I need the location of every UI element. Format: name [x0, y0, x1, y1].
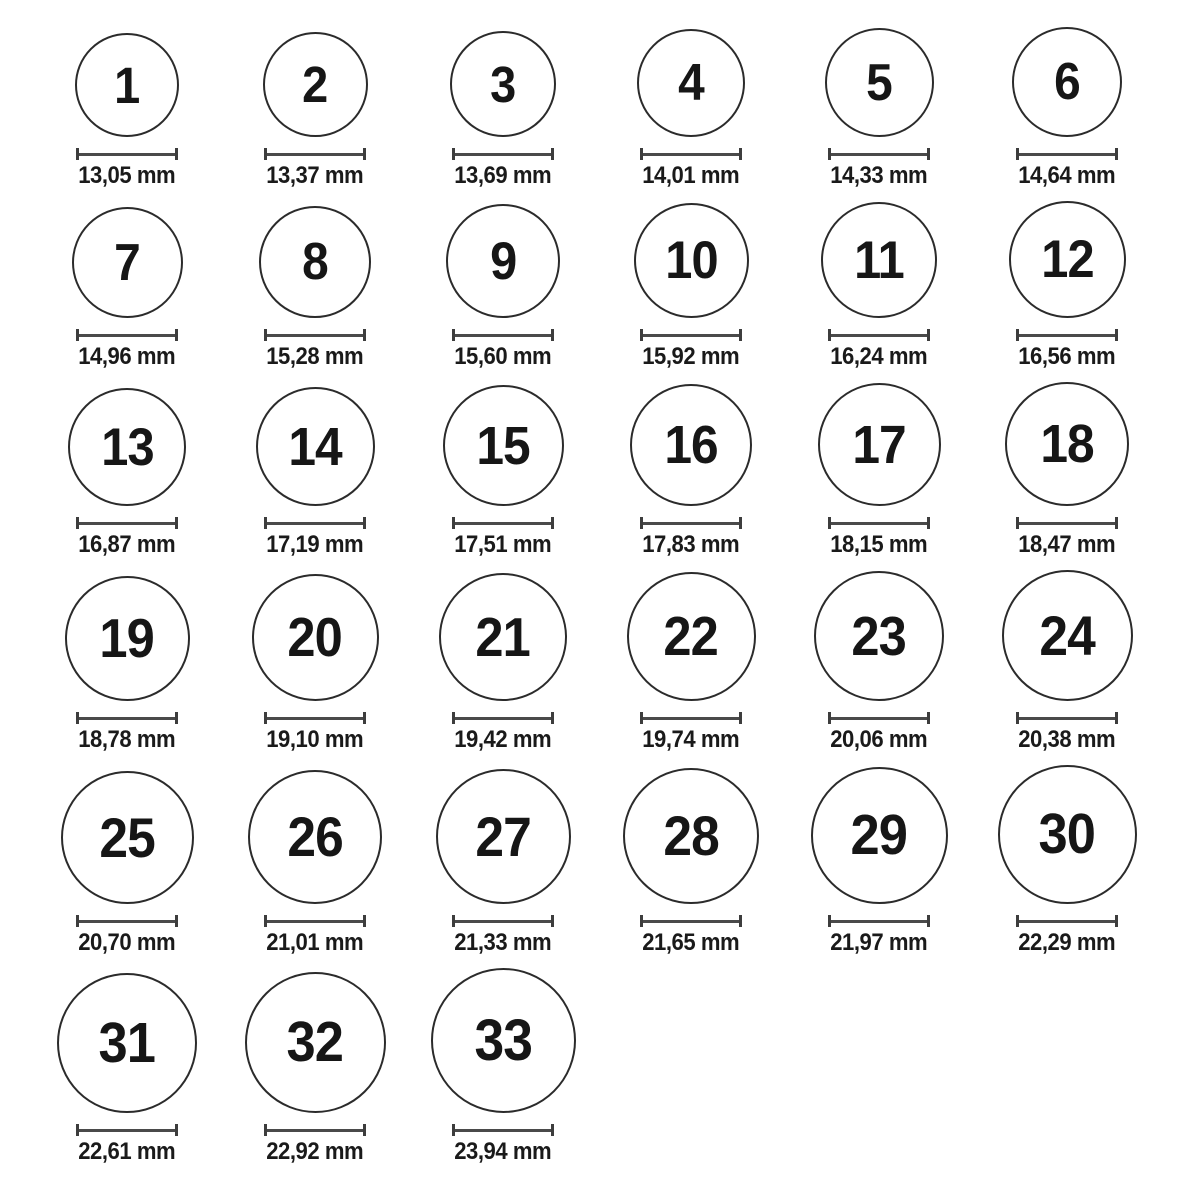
diameter-measure-line: [452, 712, 554, 724]
size-circle: [821, 202, 937, 318]
ring-size-cell: [409, 204, 597, 369]
size-number: 5: [866, 53, 892, 112]
ring-size-cell: [409, 769, 597, 955]
size-number: 7: [114, 233, 140, 292]
size-circle: [256, 387, 375, 506]
size-circle: [1005, 382, 1129, 506]
diameter-label: 15,60 mm: [454, 343, 552, 370]
diameter-measure-line: [452, 148, 554, 160]
ring-size-cell: [33, 576, 221, 752]
diameter-measure-line: [1016, 915, 1118, 927]
diameter-measure-line: [828, 148, 930, 160]
size-circle: [259, 206, 371, 318]
diameter-label: 18,78 mm: [78, 726, 176, 753]
size-number: 6: [1054, 53, 1080, 111]
ring-size-cell: [33, 207, 221, 369]
diameter-label: 15,28 mm: [266, 343, 364, 370]
ring-size-cell: [221, 972, 409, 1164]
size-circle: [57, 973, 197, 1113]
ring-size-cell: [33, 973, 221, 1164]
size-circle: [630, 384, 752, 506]
ring-size-cell: [597, 572, 785, 752]
ring-size-cell: [409, 31, 597, 188]
diameter-label: 16,24 mm: [830, 343, 928, 370]
size-number: 2: [302, 56, 328, 113]
size-row: [33, 968, 1200, 1164]
diameter-measure-line: [640, 712, 742, 724]
ring-size-cell: [33, 388, 221, 557]
diameter-label: 21,33 mm: [454, 929, 552, 956]
size-circle: [814, 571, 944, 701]
diameter-measure-line: [452, 329, 554, 341]
diameter-label: 22,29 mm: [1018, 929, 1116, 956]
size-circle: [252, 574, 379, 701]
diameter-label: 21,65 mm: [642, 929, 740, 956]
ring-size-cell: [221, 770, 409, 955]
size-circle: [248, 770, 382, 904]
diameter-measure-line: [264, 712, 366, 724]
diameter-measure-line: [264, 915, 366, 927]
size-number: 3: [490, 55, 516, 113]
size-circle: [446, 204, 560, 318]
ring-size-cell: [785, 571, 973, 752]
size-circle: [634, 203, 749, 318]
ring-size-cell: [33, 771, 221, 955]
size-row: [33, 382, 1200, 557]
diameter-label: 19,74 mm: [642, 726, 740, 753]
diameter-label: 14,33 mm: [830, 162, 928, 189]
size-circle: [75, 33, 179, 137]
ring-size-cell: [973, 27, 1161, 188]
diameter-measure-line: [76, 517, 178, 529]
diameter-label: 16,56 mm: [1018, 343, 1116, 370]
ring-size-cell: [221, 387, 409, 557]
size-circle: [811, 767, 948, 904]
size-number: 33: [474, 1007, 532, 1073]
diameter-label: 17,19 mm: [266, 531, 364, 558]
size-row: [33, 570, 1200, 752]
size-row: [33, 201, 1200, 369]
diameter-measure-line: [76, 915, 178, 927]
ring-size-cell: [221, 206, 409, 369]
size-number: 14: [288, 416, 342, 477]
diameter-measure-line: [452, 915, 554, 927]
size-number: 23: [851, 604, 907, 667]
size-number: 8: [302, 233, 328, 291]
size-circle: [431, 968, 576, 1113]
ring-size-cell: [785, 202, 973, 369]
diameter-measure-line: [828, 712, 930, 724]
size-circle: [439, 573, 567, 701]
ring-size-cell: [409, 385, 597, 557]
ring-size-cell: [597, 768, 785, 955]
size-circle: [998, 765, 1137, 904]
size-number: 4: [678, 54, 704, 112]
diameter-measure-line: [76, 712, 178, 724]
size-number: 28: [663, 804, 719, 867]
size-number: 1: [114, 56, 140, 114]
ring-size-cell: [597, 29, 785, 188]
size-number: 32: [286, 1010, 344, 1074]
size-circle: [443, 385, 564, 506]
diameter-label: 13,37 mm: [266, 162, 364, 189]
ring-size-cell: [785, 28, 973, 188]
diameter-label: 20,38 mm: [1018, 726, 1116, 753]
size-circle: [65, 576, 190, 701]
diameter-label: 21,97 mm: [830, 929, 928, 956]
ring-size-cell: [221, 32, 409, 188]
diameter-label: 14,96 mm: [78, 343, 176, 370]
diameter-measure-line: [828, 329, 930, 341]
size-circle: [623, 768, 759, 904]
size-circle: [627, 572, 756, 701]
diameter-measure-line: [452, 517, 554, 529]
diameter-measure-line: [1016, 329, 1118, 341]
diameter-label: 15,92 mm: [642, 343, 740, 370]
size-number: 27: [475, 804, 531, 868]
size-circle: [263, 32, 368, 137]
size-number: 16: [664, 415, 718, 475]
diameter-label: 13,69 mm: [454, 162, 552, 189]
diameter-label: 20,06 mm: [830, 726, 928, 753]
size-number: 20: [287, 606, 343, 668]
diameter-measure-line: [640, 517, 742, 529]
size-circle: [450, 31, 556, 137]
diameter-measure-line: [264, 148, 366, 160]
ring-size-cell: [973, 570, 1161, 752]
size-circle: [825, 28, 934, 137]
size-number: 18: [1040, 414, 1094, 474]
diameter-label: 14,64 mm: [1018, 162, 1116, 189]
diameter-label: 16,87 mm: [78, 531, 176, 558]
ring-size-cell: [409, 573, 597, 752]
ring-size-cell: [785, 383, 973, 557]
diameter-label: 18,47 mm: [1018, 531, 1116, 558]
diameter-label: 17,51 mm: [454, 531, 552, 558]
size-circle: [61, 771, 194, 904]
diameter-measure-line: [828, 517, 930, 529]
diameter-label: 21,01 mm: [266, 929, 364, 956]
diameter-label: 19,10 mm: [266, 726, 364, 753]
diameter-measure-line: [640, 329, 742, 341]
size-circle: [72, 207, 183, 318]
size-row: [33, 765, 1200, 955]
size-number: 29: [850, 803, 908, 867]
size-number: 30: [1038, 802, 1096, 866]
size-number: 26: [287, 805, 343, 868]
diameter-measure-line: [1016, 712, 1118, 724]
diameter-measure-line: [640, 148, 742, 160]
ring-size-cell: [221, 574, 409, 752]
diameter-measure-line: [264, 1124, 366, 1136]
ring-size-cell: [597, 384, 785, 557]
size-number: 12: [1040, 230, 1094, 289]
size-number: 10: [664, 231, 718, 290]
size-number: 17: [852, 414, 906, 475]
size-number: 15: [476, 415, 530, 476]
size-number: 9: [489, 231, 517, 291]
ring-size-cell: [33, 33, 221, 188]
diameter-measure-line: [264, 517, 366, 529]
ring-size-cell: [973, 765, 1161, 955]
diameter-measure-line: [76, 329, 178, 341]
size-circle: [68, 388, 186, 506]
diameter-measure-line: [264, 329, 366, 341]
size-number: 24: [1039, 603, 1095, 667]
size-number: 25: [99, 805, 155, 869]
diameter-measure-line: [76, 1124, 178, 1136]
size-circle: [1002, 570, 1133, 701]
ring-size-cell: [409, 968, 597, 1164]
size-row: [33, 27, 1200, 188]
diameter-label: 18,15 mm: [830, 531, 928, 558]
diameter-label: 19,42 mm: [454, 726, 552, 753]
size-number: 19: [99, 607, 155, 669]
ring-size-cell: [785, 767, 973, 955]
diameter-measure-line: [828, 915, 930, 927]
diameter-label: 13,05 mm: [78, 162, 176, 189]
size-circle: [436, 769, 571, 904]
ring-size-cell: [973, 382, 1161, 557]
diameter-label: 23,94 mm: [454, 1138, 552, 1165]
diameter-label: 22,61 mm: [78, 1138, 176, 1165]
diameter-measure-line: [76, 148, 178, 160]
size-circle: [1012, 27, 1122, 137]
size-number: 31: [98, 1010, 156, 1075]
diameter-measure-line: [452, 1124, 554, 1136]
ring-size-cell: [973, 201, 1161, 369]
diameter-measure-line: [1016, 517, 1118, 529]
diameter-measure-line: [1016, 148, 1118, 160]
ring-size-cell: [597, 203, 785, 369]
size-circle: [1009, 201, 1126, 318]
size-number: 22: [663, 605, 719, 667]
diameter-label: 20,70 mm: [78, 929, 176, 956]
diameter-label: 14,01 mm: [642, 162, 740, 189]
size-circle: [637, 29, 745, 137]
diameter-label: 22,92 mm: [266, 1138, 364, 1165]
size-circle: [245, 972, 386, 1113]
diameter-label: 17,83 mm: [642, 531, 740, 558]
size-number: 21: [475, 605, 531, 668]
size-number: 13: [100, 417, 154, 477]
size-number: 11: [854, 230, 904, 290]
size-circle: [818, 383, 941, 506]
diameter-measure-line: [640, 915, 742, 927]
